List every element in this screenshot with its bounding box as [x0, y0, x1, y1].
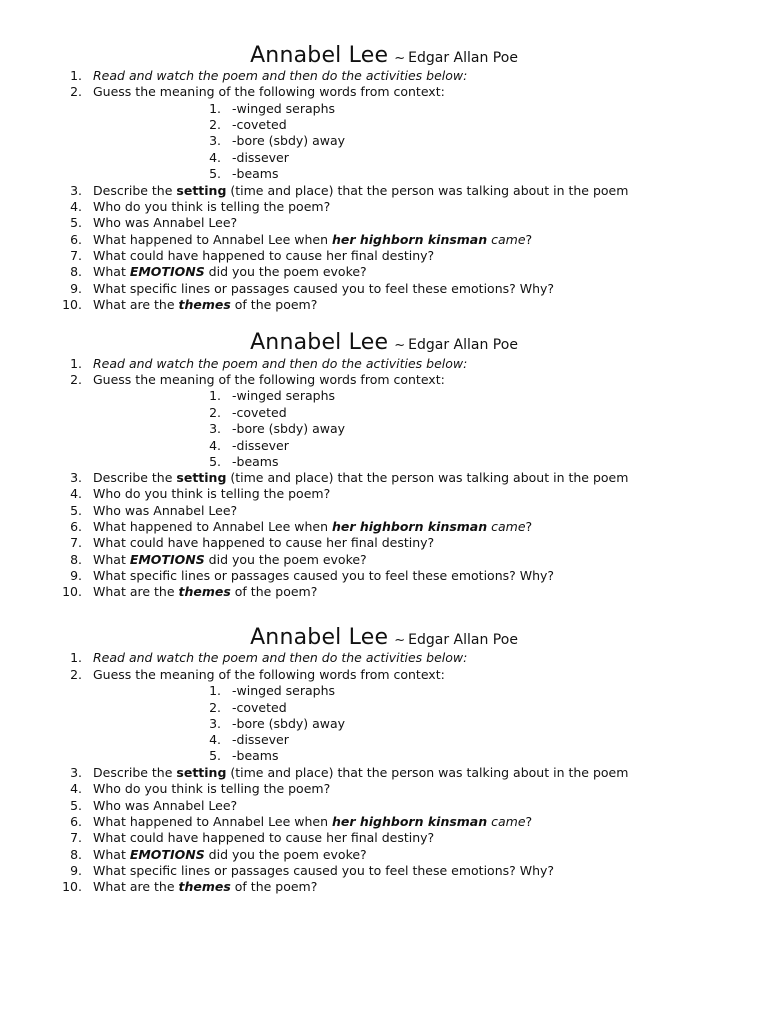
item-text: Guess the meaning of the following words from context:: [93, 372, 445, 387]
item-text: -coveted: [232, 700, 287, 715]
text-segment: What happened to Annabel Lee when: [93, 814, 332, 829]
emphasis-text: setting: [176, 183, 227, 198]
emphasis-text: EMOTIONS: [129, 552, 205, 567]
item-text: -bore (sbdy) away: [232, 133, 346, 148]
item-number: 2.: [70, 84, 82, 99]
item-number: 1.: [70, 650, 82, 665]
item-number: 7.: [70, 248, 82, 263]
item-text: -dissever: [232, 438, 289, 453]
item-number: 4.: [209, 150, 221, 165]
text-segment: ?: [525, 519, 533, 534]
item-text: -bore (sbdy) away: [232, 716, 346, 731]
emphasis-text: came: [487, 814, 526, 829]
emphasis-text: EMOTIONS: [129, 847, 205, 862]
item-text: [93, 814, 532, 830]
text-segment: What: [93, 847, 130, 862]
item-number: 6.: [70, 232, 82, 247]
author-name: Edgar Allan Poe: [408, 50, 518, 66]
item-text: [93, 847, 367, 863]
item-text: [93, 552, 367, 568]
author-name: Edgar Allan Poe: [408, 337, 518, 353]
item-text: Who do you think is telling the poem?: [93, 486, 331, 501]
item-number: 5.: [70, 503, 82, 518]
item-text: -beams: [232, 454, 279, 469]
item-text: [93, 519, 532, 535]
item-text: Read and watch the poem and then do the activities below:: [93, 68, 468, 83]
item-number: 2.: [209, 117, 221, 132]
item-number: 3.: [70, 470, 82, 485]
item-number: 9.: [70, 281, 82, 296]
item-number: 3.: [209, 716, 221, 731]
item-text: [93, 470, 628, 486]
item-text: -coveted: [232, 117, 287, 132]
item-number: 1.: [70, 356, 82, 371]
item-text: Read and watch the poem and then do the activities below:: [93, 650, 468, 665]
emphasis-text: her highborn kinsman: [331, 519, 488, 534]
text-segment: What are the: [93, 297, 179, 312]
item-number: 8.: [70, 264, 82, 279]
text-segment: ?: [525, 232, 533, 247]
worksheet-title: [0, 626, 768, 653]
emphasis-text: themes: [178, 584, 231, 599]
item-number: 7.: [70, 535, 82, 550]
item-number: 5.: [209, 454, 221, 469]
emphasis-text: themes: [178, 297, 231, 312]
item-text: [93, 232, 532, 248]
item-text: Guess the meaning of the following words from context:: [93, 84, 445, 99]
text-segment: of the poem?: [230, 879, 318, 894]
item-text: [93, 765, 628, 781]
emphasis-text: themes: [178, 879, 231, 894]
item-number: 3.: [209, 133, 221, 148]
item-text: -beams: [232, 748, 279, 763]
author-name: Edgar Allan Poe: [408, 632, 518, 648]
text-segment: (time and place) that the person was talking about in the poem: [226, 183, 629, 198]
item-text: Guess the meaning of the following words from context:: [93, 667, 445, 682]
item-number: 4.: [70, 486, 82, 501]
item-text: What could have happened to cause her final destiny?: [93, 248, 435, 263]
item-text: What specific lines or passages caused you to feel these emotions? Why?: [93, 281, 555, 296]
text-segment: did you the poem evoke?: [204, 847, 367, 862]
item-text: -winged seraphs: [232, 101, 336, 116]
item-text: Who do you think is telling the poem?: [93, 781, 331, 796]
item-number: 4.: [70, 199, 82, 214]
item-text: -beams: [232, 166, 279, 181]
item-number: 6.: [70, 519, 82, 534]
item-number: 2.: [209, 405, 221, 420]
item-number: 5.: [70, 798, 82, 813]
text-segment: Describe the: [93, 765, 177, 780]
text-segment: (time and place) that the person was talking about in the poem: [226, 470, 629, 485]
item-number: 3.: [70, 183, 82, 198]
item-number: 5.: [70, 215, 82, 230]
text-segment: What: [93, 264, 130, 279]
item-number: 1.: [209, 683, 221, 698]
item-text: -bore (sbdy) away: [232, 421, 346, 436]
item-text: -dissever: [232, 150, 289, 165]
item-number: 8.: [70, 847, 82, 862]
item-text: Who do you think is telling the poem?: [93, 199, 331, 214]
title-text: Annabel Lee: [250, 625, 389, 650]
emphasis-text: came: [487, 519, 526, 534]
item-number: 10.: [62, 584, 82, 599]
item-text: What could have happened to cause her final destiny?: [93, 535, 435, 550]
item-number: 3.: [70, 765, 82, 780]
item-text: Who was Annabel Lee?: [93, 798, 238, 813]
item-number: 1.: [209, 388, 221, 403]
text-segment: of the poem?: [230, 297, 318, 312]
item-number: 7.: [70, 830, 82, 845]
emphasis-text: EMOTIONS: [129, 264, 205, 279]
item-text: [93, 584, 317, 600]
item-number: 9.: [70, 863, 82, 878]
text-segment: What happened to Annabel Lee when: [93, 519, 332, 534]
item-text: [93, 297, 317, 313]
item-number: 2.: [70, 667, 82, 682]
item-text: What specific lines or passages caused you to feel these emotions? Why?: [93, 568, 555, 583]
title-text: Annabel Lee: [250, 330, 389, 355]
item-number: 5.: [209, 166, 221, 181]
item-text: What could have happened to cause her final destiny?: [93, 830, 435, 845]
item-text: Who was Annabel Lee?: [93, 503, 238, 518]
emphasis-text: her highborn kinsman: [331, 232, 488, 247]
emphasis-text: came: [487, 232, 526, 247]
item-number: 9.: [70, 568, 82, 583]
text-segment: What are the: [93, 879, 179, 894]
item-number: 5.: [209, 748, 221, 763]
item-text: Who was Annabel Lee?: [93, 215, 238, 230]
item-text: What specific lines or passages caused you to feel these emotions? Why?: [93, 863, 555, 878]
item-number: 1.: [209, 101, 221, 116]
item-number: 4.: [209, 732, 221, 747]
text-segment: Describe the: [93, 470, 177, 485]
text-segment: Describe the: [93, 183, 177, 198]
item-number: 10.: [62, 297, 82, 312]
text-segment: did you the poem evoke?: [204, 264, 367, 279]
title-separator: ~: [394, 338, 406, 353]
worksheet-title: [0, 44, 768, 71]
item-number: 1.: [70, 68, 82, 83]
item-number: 3.: [209, 421, 221, 436]
title-text: Annabel Lee: [250, 43, 389, 68]
text-segment: of the poem?: [230, 584, 318, 599]
item-number: 2.: [209, 700, 221, 715]
item-text: -dissever: [232, 732, 289, 747]
text-segment: What are the: [93, 584, 179, 599]
text-segment: What happened to Annabel Lee when: [93, 232, 332, 247]
text-segment: (time and place) that the person was talking about in the poem: [226, 765, 629, 780]
item-text: -winged seraphs: [232, 683, 336, 698]
item-text: [93, 183, 628, 199]
text-segment: did you the poem evoke?: [204, 552, 367, 567]
item-number: 4.: [70, 781, 82, 796]
emphasis-text: setting: [176, 470, 227, 485]
item-text: -coveted: [232, 405, 287, 420]
text-segment: What: [93, 552, 130, 567]
item-text: [93, 879, 317, 895]
title-separator: ~: [394, 633, 406, 648]
item-text: Read and watch the poem and then do the activities below:: [93, 356, 468, 371]
item-number: 6.: [70, 814, 82, 829]
emphasis-text: setting: [176, 765, 227, 780]
item-number: 4.: [209, 438, 221, 453]
item-text: [93, 264, 367, 280]
item-text: -winged seraphs: [232, 388, 336, 403]
item-number: 2.: [70, 372, 82, 387]
item-number: 8.: [70, 552, 82, 567]
item-number: 10.: [62, 879, 82, 894]
text-segment: ?: [525, 814, 533, 829]
emphasis-text: her highborn kinsman: [331, 814, 488, 829]
title-separator: ~: [394, 51, 406, 66]
worksheet-title: [0, 331, 768, 358]
